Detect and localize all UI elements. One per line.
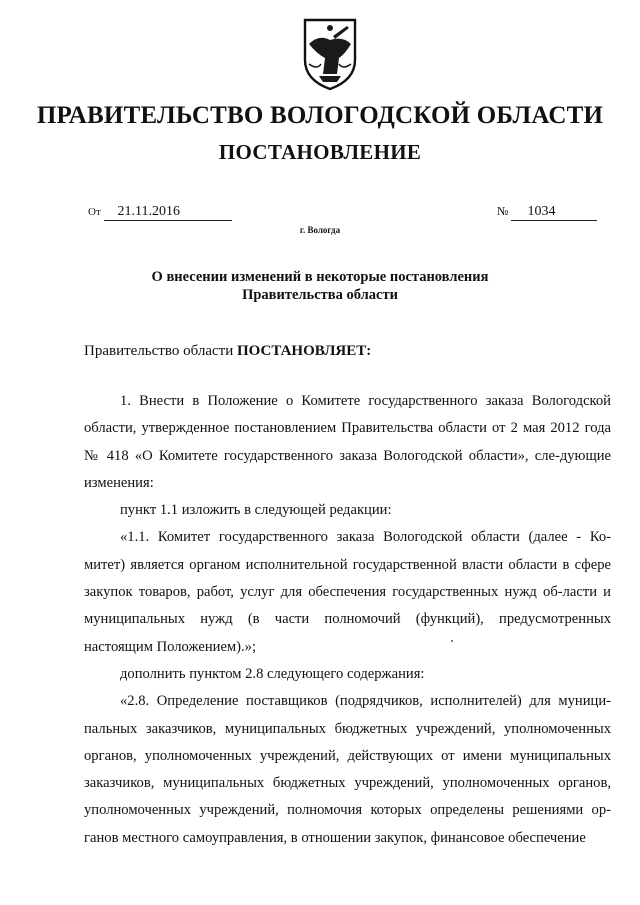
scan-speck (451, 640, 453, 642)
document-date (88, 204, 232, 221)
date-value: 21.11.2016 (104, 204, 232, 221)
document-type: ПОСТАНОВЛЕНИЕ (218, 140, 422, 164)
paragraph: «2.8. Определение поставщиков (подрядчиков, исполнителей) для муници-пальных заказчиков, муниципальных бюджетных учреждений, уполномоченных органов, уполномоченных учреждений, действующих от имени муниципальных заказчиков, муниципальных бюджетных учреждений, уполномоченных органов, уполномоченных учреждений, полномочия которых определены решениями ор-ганов местного самоуправления, в отношении закупок, финансовое обеспечение (84, 693, 611, 846)
subject-line-1: О внесении изменений в некоторые постановления (151, 269, 489, 285)
city-name: г. Вологда (299, 225, 341, 235)
preamble (84, 341, 371, 361)
document-body (84, 388, 611, 852)
government-title: ПРАВИТЕЛЬСТВО ВОЛОГОДСКОЙ ОБЛАСТИ (36, 102, 604, 129)
paragraph: «1.1. Комитет государственного заказа Вологодской области (далее - Ко-митет) является органом исполнительной государственной власти области в сфере закупок товаров, работ, услуг для обеспечения государственных нужд об-ласти и муниципальных нужд (в части полномочий (функций), предусмотренных настоящим Положением).»; (84, 529, 611, 655)
paragraph: 1. Внести в Положение о Комитете государственного заказа Вологодской области, утвержденное постановлением Правительства области от 2 мая 2012 года № 418 «О Комитете государственного заказа Вологодской области», сле-дующие изменения: (84, 393, 611, 491)
document-number (497, 204, 597, 221)
number-label: № (497, 204, 509, 218)
number-value: 1034 (511, 204, 597, 221)
preamble-text: Правительство области (84, 343, 237, 359)
paragraph: дополнить пунктом 2.8 следующего содержания: (120, 665, 425, 682)
subject-line-2: Правительства области (242, 287, 398, 303)
date-label: От (88, 206, 101, 218)
vologda-coat-of-arms-icon (297, 14, 363, 92)
paragraph: пункт 1.1 изложить в следующей редакции: (120, 502, 392, 519)
document-subject (0, 268, 640, 304)
preamble-emphasis: ПОСТАНОВЛЯЕТ: (236, 343, 372, 359)
